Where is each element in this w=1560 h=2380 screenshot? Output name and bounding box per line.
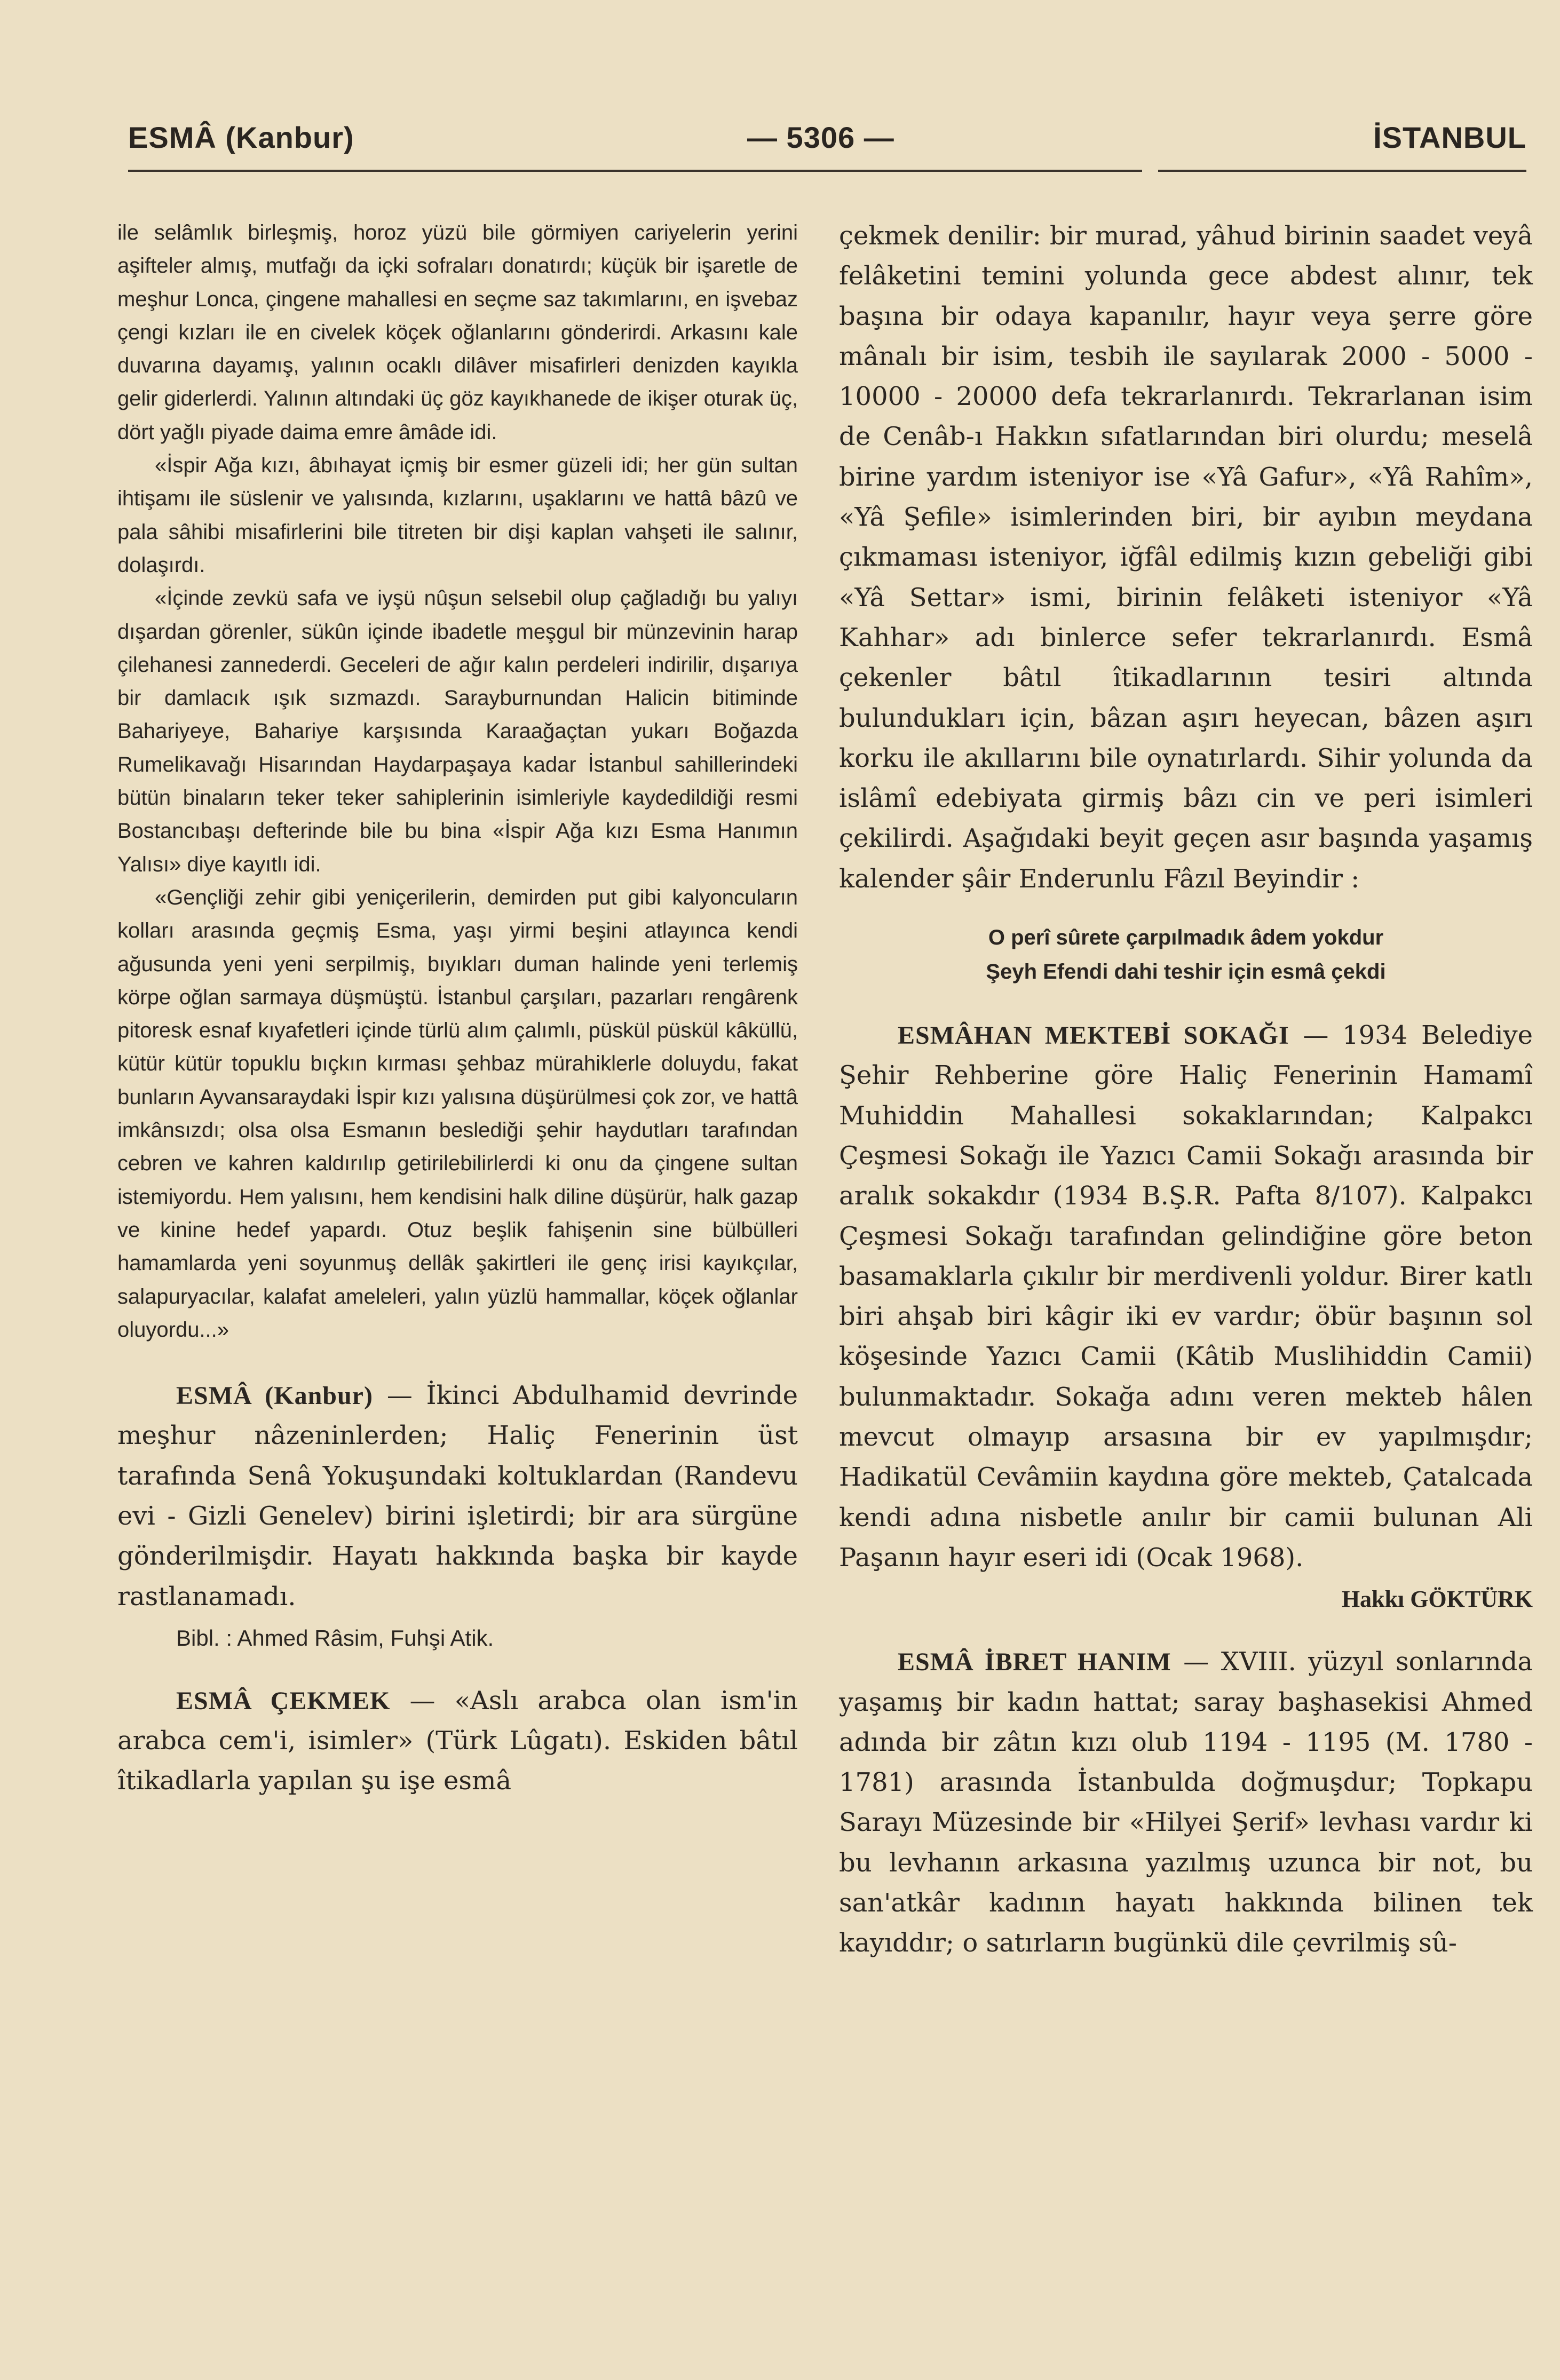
verse-line: Şeyh Efendi dahi teshir için esmâ çekdi: [986, 960, 1386, 984]
header-rule: [128, 170, 1142, 172]
author-signature: Hakkı GÖKTÜRK: [1341, 1586, 1533, 1613]
bibliography: Bibl. : Ahmed Râsim, Fuhşi Atik.: [176, 1625, 494, 1651]
entry-heading: ESMÂHAN MEKTEBİ SOKAĞI: [898, 1021, 1289, 1050]
quote-paragraph: «İçinde zevkü safa ve iyşü nûşun selsebil olup çağladığı bu yalıyı dışardan görenler, sükûn içinde ibadetle meşgul bir münzevinin harap çilehanesi zannederdi. Geceleri de ağır kalın perdeleri indirilir, dışarıya bir damlacık ışık sızmazdı. Sarayburnundan Halicin bitiminde Bahariyeye, Bahariye karşısında Karaağaçtan yukarı Boğazda Rumelikavağı Hisarından Haydarpaşaya kadar İstanbul sahillerindeki bütün binaların teker teker sahiplerinin isimleriyle kaydedildiği resmi Bostancıbaşı defterinde bile bu bina «İspir Ağa kızı Esma Hanımın Yalısı» diye kayıtlı idi.: [117, 586, 798, 876]
entry-esma-kanbur: ESMÂ (Kanbur) — İkinci Abdulhamid devrinde meşhur nâzeninlerden; Haliç Fenerinin üst tarafında Senâ Yokuşundaki koltuklardan (Randevu evi - Gizli Genelev) birini işletirdi; bir ara sürgüne gönderilmişdir. Hayatı hakkında başka bir kayde rastlanamadı.: [117, 1381, 798, 1612]
running-head-entry: ESMÂ (Kanbur): [128, 121, 354, 154]
entry-esmahan-mektebi-sokagi: ESMÂHAN MEKTEBİ SOKAĞI — 1934 Belediye Şehir Rehberine göre Haliç Fenerinin Hamamî Muhiddin Mahallesi sokaklarından; Kalpakcı Çeşmesi Sokağı ile Yazıcı Camii Sokağı arasında bir aralık sokakdır (1934 B.Ş.R. Pafta 8/107). Kalpakcı Çeşmesi Sokağı tarafından gelindiğine göre beton basamaklarla çıkılır bir merdivenli yoldur. Birer katlı biri ahşab biri kâgir iki ev vardır; öbür başının sol köşesinde Yazıcı Camii (Kâtib Muslihiddin Camii) bulunmaktadır. Sokağa adını veren mekteb hâlen mevcut olmayıp arsasına bir ev yapılmışdır; Hadikatül Cevâmiin kaydına göre mekteb, Çatalcada kendi adına nisbetle anılır bir camii bulunan Ali Paşanın hayır eseri idi (Ocak 1968).: [839, 1020, 1533, 1573]
verse-couplet: [839, 921, 1533, 989]
page-number: — 5306 —: [747, 121, 894, 154]
quote-paragraph: «Gençliği zehir gibi yeniçerilerin, demirden put gibi kalyoncuların kolları arasında geçmiş Esma, yaşı yirmi beşini atlayınca kendi ağusunda yeni yeni serpilmiş, bıyıkları duman halinde yeni terlemiş körpe oğlan sarmaya düşmüştü. İstanbul çarşıları, pazarları rengârenk pitoresk esnaf kıyafetleri içinde türlü alım çalımlı, püskül püskül kâküllü, kütür kütür topuklu bıçkın kırması şehbaz mürahiklerle doluydu, fakat bunların Ayvansaraydaki İspir kızı yalısına düşürülmesi çok zor, ve hattâ imkânsızdı; olsa olsa Esmanın beslediği şehir haydutları tarafından cebren ve kahren kaldırılıp getirilebilirlerdi ki onu da çingene sultan istemiyordu. Hem yalısını, hem kendisini halk diline düşürür, halk gazap ve kinine hedef yapardı. Otuz beşlik fahişenin sine bülbülleri hamamlarda yeni soyunmuş dellâk şakirtleri ile genç irisi kayıkçılar, salapuryacılar, kalafat ameleleri, yalın yüzlü hammallar, köçek oğlanlar oluyordu...»: [117, 885, 798, 1342]
entry-heading: ESMÂ (Kanbur): [176, 1382, 373, 1410]
entry-esma-ibret-hanim: ESMÂ İBRET HANIM — XVIII. yüzyıl sonlarında yaşamış bir kadın hattat; saray başhasekisi Ahmed adında bir zâtın kızı olub 1194 - 1195 (M. 1780 - 1781) arasında İstanbulda doğmuşdur; Topkapu Sarayı Müzesinde bir «Hilyei Şerif» levhası vardır ki bu levhanın arkasına yazılmış uzunca bir not, bu san'atkâr kadının hayatı hakkında bilinen tek kayıddır; o satırların bugünkü dile çevrilmiş sû-: [839, 1647, 1533, 1958]
header-rule-right: [1158, 170, 1526, 172]
entry-heading: ESMÂ İBRET HANIM: [898, 1648, 1171, 1677]
verse-line: O perî sûrete çarpılmadık âdem yokdur: [988, 926, 1384, 950]
left-column: [117, 216, 798, 1802]
entry-esma-cekmek: ESMÂ ÇEKMEK — «Aslı arabca olan ism'in arabca cem'i, isimler» (Türk Lûgatı). Eskiden bâtıl îtikadlarla yapılan şu işe esmâ: [117, 1685, 798, 1796]
right-column: [839, 216, 1533, 1964]
quote-paragraph: ile selâmlık birleşmiş, horoz yüzü bile görmiyen cariyelerin yerini aşifteler almış, mutfağı da içki sofraları donatırdı; küçük bir işaretle de meşhur Lonca, çingene mahallesi en seçme saz takımlarını, en işvebaz çengi kızları ile en civelek köçek oğlanlarını gönderirdi. Arkasını kale duvarına dayamış, yalının ocaklı dilâver misafirleri denizden kayıkla gelir giderlerdi. Yalının altındaki üç göz kayıkhanede de ikişer oturak üç, dört yağlı piyade daima emre âmâde idi.: [117, 221, 798, 444]
entry-heading: ESMÂ ÇEKMEK: [176, 1686, 391, 1715]
quote-paragraph: «İspir Ağa kızı, âbıhayat içmiş bir esmer güzeli idi; her gün sultan ihtişamı ile süslenir ve yalısında, kızlarını, uşaklarını ve hattâ bâzû ve pala sâhibi misafirlerini bile titreten bir dişi kaplan vahşeti ile salınır, dolaşırdı.: [117, 454, 798, 577]
entry-continuation: çekmek denilir: bir murad, yâhud birinin saadet veyâ felâketini temini yolunda gece abdest alınır, tek başına bir odaya kapanılır, hayır veya şerre göre mânalı bir isim, tesbih ile sayılarak 2000 - 5000 - 10000 - 20000 defa tekrarlanırdı. Tekrarlanan isim de Cenâb-ı Hakkın sıfatlarından biri olurdu; meselâ birine yardım isteniyor ise «Yâ Gafur», «Yâ Rahîm», «Yâ Şefile» isimlerinden biri, bir ayıbın meydana çıkmaması isteniyor, iğfâl edilmiş kızın gebeliği gibi «Yâ Settar» ismi, birinin felâketi isteniyor «Yâ Kahhar» adı binlerce sefer tekrarlanırdı. Esmâ çekenler bâtıl îtikadlarının tesiri altında bulundukları için, bâzan aşırı heyecan, bâzen aşırı korku ile akıllarını bile oynatırlardı. Sihir yolunda da islâmî edebiyata girmiş bâzı cin ve peri isimleri çekilirdi. Aşağıdaki beyit geçen asır başında yaşamış kalender şâir Enderunlu Fâzıl Beyindir :: [839, 221, 1533, 894]
page-header: [128, 120, 1526, 163]
running-head-section: İSTANBUL: [1373, 121, 1526, 154]
